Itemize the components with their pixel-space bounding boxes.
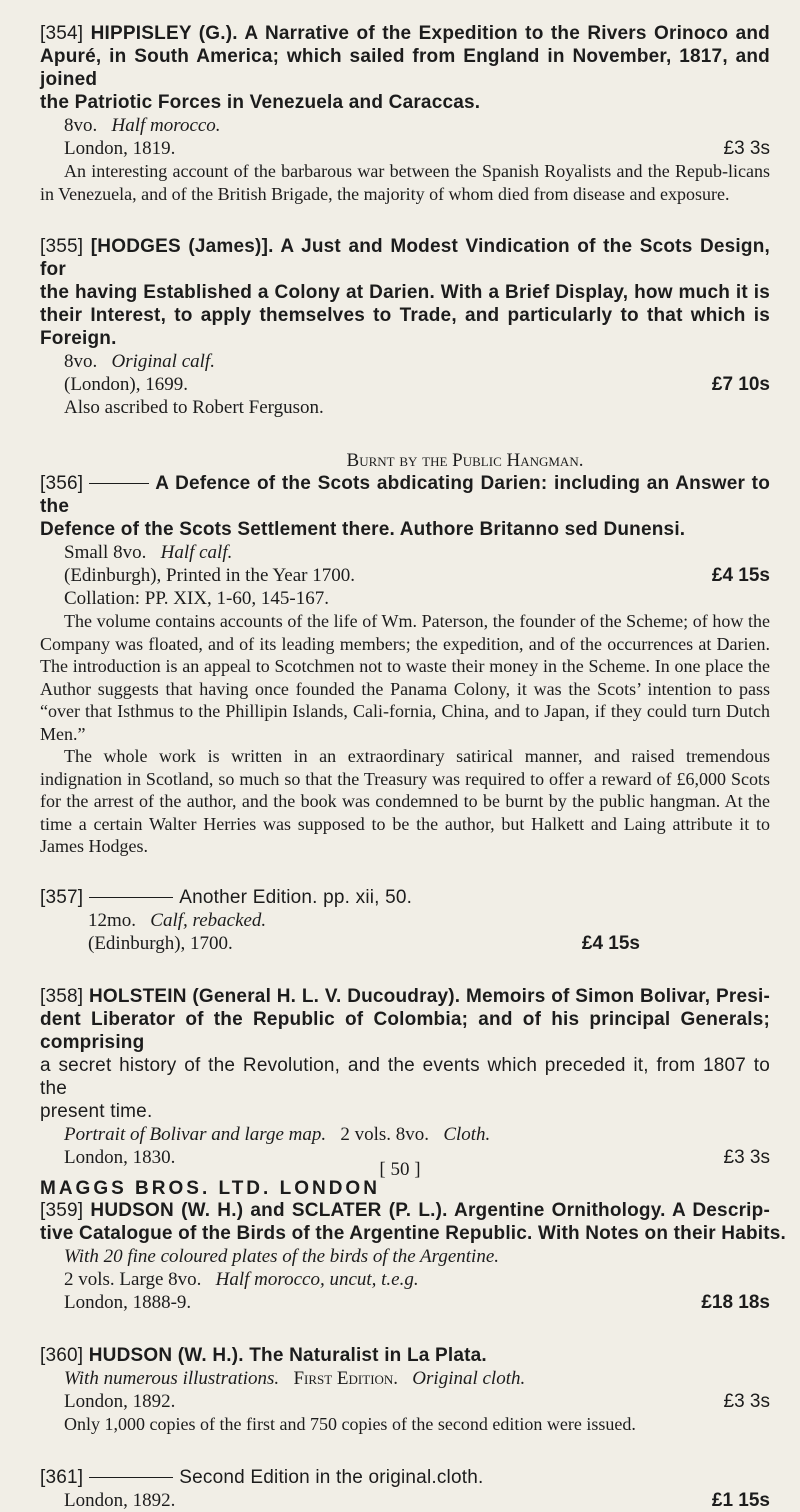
entry-price: £4 15s bbox=[581, 932, 640, 954]
entry-format: 12mo. Calf, rebacked. bbox=[88, 909, 267, 931]
entry-354 bbox=[40, 22, 770, 205]
entry-number: [354] bbox=[40, 23, 84, 44]
ditto-rule bbox=[89, 483, 149, 484]
entry-format: Small 8vo. Half calf. bbox=[64, 542, 233, 563]
entry-title: [HODGES (James)]. A Just and Modest Vindication of the Scots Design, for bbox=[40, 236, 770, 280]
entry-title: Another Edition. pp. xii, 50. bbox=[179, 886, 413, 908]
entry-price: £7 10s bbox=[711, 374, 770, 395]
entry-imprint: London, 1819. £3 3s bbox=[64, 138, 770, 159]
entry-number: [357] bbox=[40, 886, 84, 908]
entry-note: Only 1,000 copies of the first and 750 copies of the second edition were issued. bbox=[64, 1413, 636, 1434]
entry-number: [359] bbox=[40, 1199, 84, 1221]
entry-number: [355] bbox=[40, 236, 84, 257]
entry-price: £3 3s bbox=[723, 1390, 770, 1412]
entry-format: Portrait of Bolivar and large map. 2 vols. 8vo. Cloth. bbox=[64, 1123, 491, 1145]
entry-imprint: (Edinburgh), Printed in the Year 1700. £4 15s bbox=[64, 565, 770, 586]
page-number: [ 50 ] bbox=[379, 1159, 421, 1180]
entry-number: [356] bbox=[40, 473, 84, 494]
entry-title: HUDSON (W. H.). The Naturalist in La Plata. bbox=[88, 1344, 487, 1366]
ditto-rule bbox=[89, 1477, 173, 1478]
entry-title: HUDSON (W. H.) and SCLATER (P. L.). Argentine Ornithology. A Descrip- bbox=[90, 1199, 770, 1221]
catalogue-page bbox=[40, 22, 787, 1512]
entry-price: £18 18s bbox=[701, 1291, 770, 1313]
entry-illus: With 20 fine coloured plates of the birds of the Argentine. bbox=[64, 1245, 500, 1267]
entry-356 bbox=[40, 449, 770, 858]
entry-358 bbox=[40, 985, 770, 1169]
entry-number: [361] bbox=[40, 1466, 84, 1488]
entry-number: [358] bbox=[40, 985, 84, 1007]
entry-imprint: London, 1892. £1 15s bbox=[64, 1489, 770, 1511]
entry-format: With numerous illustrations. First Edition. Original cloth. bbox=[64, 1367, 526, 1389]
entry-title-cont: the Patriotic Forces in Venezuela and Caraccas. bbox=[40, 92, 481, 113]
entry-note: An interesting account of the barbarous war between the Spanish Royalists and the Repub-licans in Venezuela, and of the British Brigade, the majority of whom died from disease and exposure. bbox=[40, 161, 770, 204]
entry-title-cont: a secret history of the Revolution, and the events which preceded it, from 1807 to the bbox=[40, 1054, 770, 1099]
entry-title: A Defence of the Scots abdicating Darien: including an Answer to the bbox=[40, 473, 770, 517]
entry-title-cont: the having Established a Colony at Darien. With a Brief Display, how much it is bbox=[40, 282, 770, 303]
entry-price: £1 15s bbox=[711, 1489, 770, 1511]
ditto-rule bbox=[89, 897, 173, 898]
entry-format: 8vo. Original calf. bbox=[64, 351, 215, 372]
entry-note: Also ascribed to Robert Ferguson. bbox=[64, 397, 324, 418]
entry-price: £3 3s bbox=[723, 138, 770, 159]
entry-format: 2 vols. Large 8vo. Half morocco, uncut, t.e.g. bbox=[64, 1268, 419, 1290]
entry-title-cont: Defence of the Scots Settlement there. Authore Britanno sed Dunensi. bbox=[40, 519, 686, 540]
entry-price: £3 3s bbox=[723, 1146, 770, 1168]
entry-title: HIPPISLEY (G.). A Narrative of the Expedition to the Rivers Orinoco and bbox=[90, 23, 770, 44]
entry-imprint: London, 1830. £3 3s bbox=[64, 1146, 770, 1168]
entry-imprint: (London), 1699. £7 10s bbox=[64, 374, 770, 395]
entry-imprint: London, 1888-9. £18 18s bbox=[64, 1291, 770, 1313]
entry-collation: Collation: PP. XIX, 1-60, 145-167. bbox=[64, 588, 329, 609]
entry-format: 8vo. Half morocco. bbox=[64, 115, 221, 136]
entry-note: The volume contains accounts of the life of Wm. Paterson, the founder of the Scheme; of how the Company was floated, and of its leading members; the expedition, and of the occurrences at Darien. The introduction is an appeal to Scotchmen not to waste their money in the Scheme. In one place the Author suggests that having once founded the Panama Colony, it was the Scots’ intention to pass “over that Isthmus to the Phillipin Islands, Cali-fornia, China, and to Japan, if they could turn Dutch Men.” bbox=[40, 611, 770, 744]
entry-imprint: (Edinburgh), 1700. £4 15s bbox=[88, 932, 640, 954]
entry-title-cont: tive Catalogue of the Birds of the Argentine Republic. With Notes on their Habits. bbox=[40, 1222, 787, 1244]
entry-361 bbox=[40, 1466, 770, 1512]
pre-heading: Burnt by the Public Hangman. bbox=[346, 450, 584, 471]
entry-title-cont: present time. bbox=[40, 1100, 153, 1122]
entry-357 bbox=[40, 886, 770, 955]
publisher-footer: MAGGS BROS. LTD. LONDON bbox=[40, 1178, 380, 1199]
entry-359 bbox=[40, 1199, 787, 1314]
entry-price: £4 15s bbox=[711, 565, 770, 586]
entry-title-cont: their Interest, to apply themselves to Trade, and particularly to that which is Foreign. bbox=[40, 305, 770, 349]
entry-number: [360] bbox=[40, 1344, 84, 1366]
entry-355 bbox=[40, 235, 770, 419]
entry-title-cont: dent Liberator of the Republic of Colombia; and of his principal Generals; comprising bbox=[40, 1008, 770, 1053]
entry-title: Second Edition in the original.cloth. bbox=[179, 1466, 484, 1488]
entry-imprint: London, 1892. £3 3s bbox=[64, 1390, 770, 1412]
entry-title: HOLSTEIN (General H. L. V. Ducoudray). Memoirs of Simon Bolivar, Presi- bbox=[88, 985, 770, 1007]
entry-title-cont: Apuré, in South America; which sailed from England in November, 1817, and joined bbox=[40, 46, 770, 90]
entry-note: The whole work is written in an extraordinary satirical manner, and raised tremendous indignation in Scotland, so much so that the Treasury was required to offer a reward of £6,000 Scots for the arrest of the author, and the book was condemned to be burnt by the public hangman. At the time a certain Walter Herries was supposed to be the author, but Halkett and Laing attribute it to James Hodges. bbox=[40, 746, 770, 856]
entry-360 bbox=[40, 1344, 770, 1436]
